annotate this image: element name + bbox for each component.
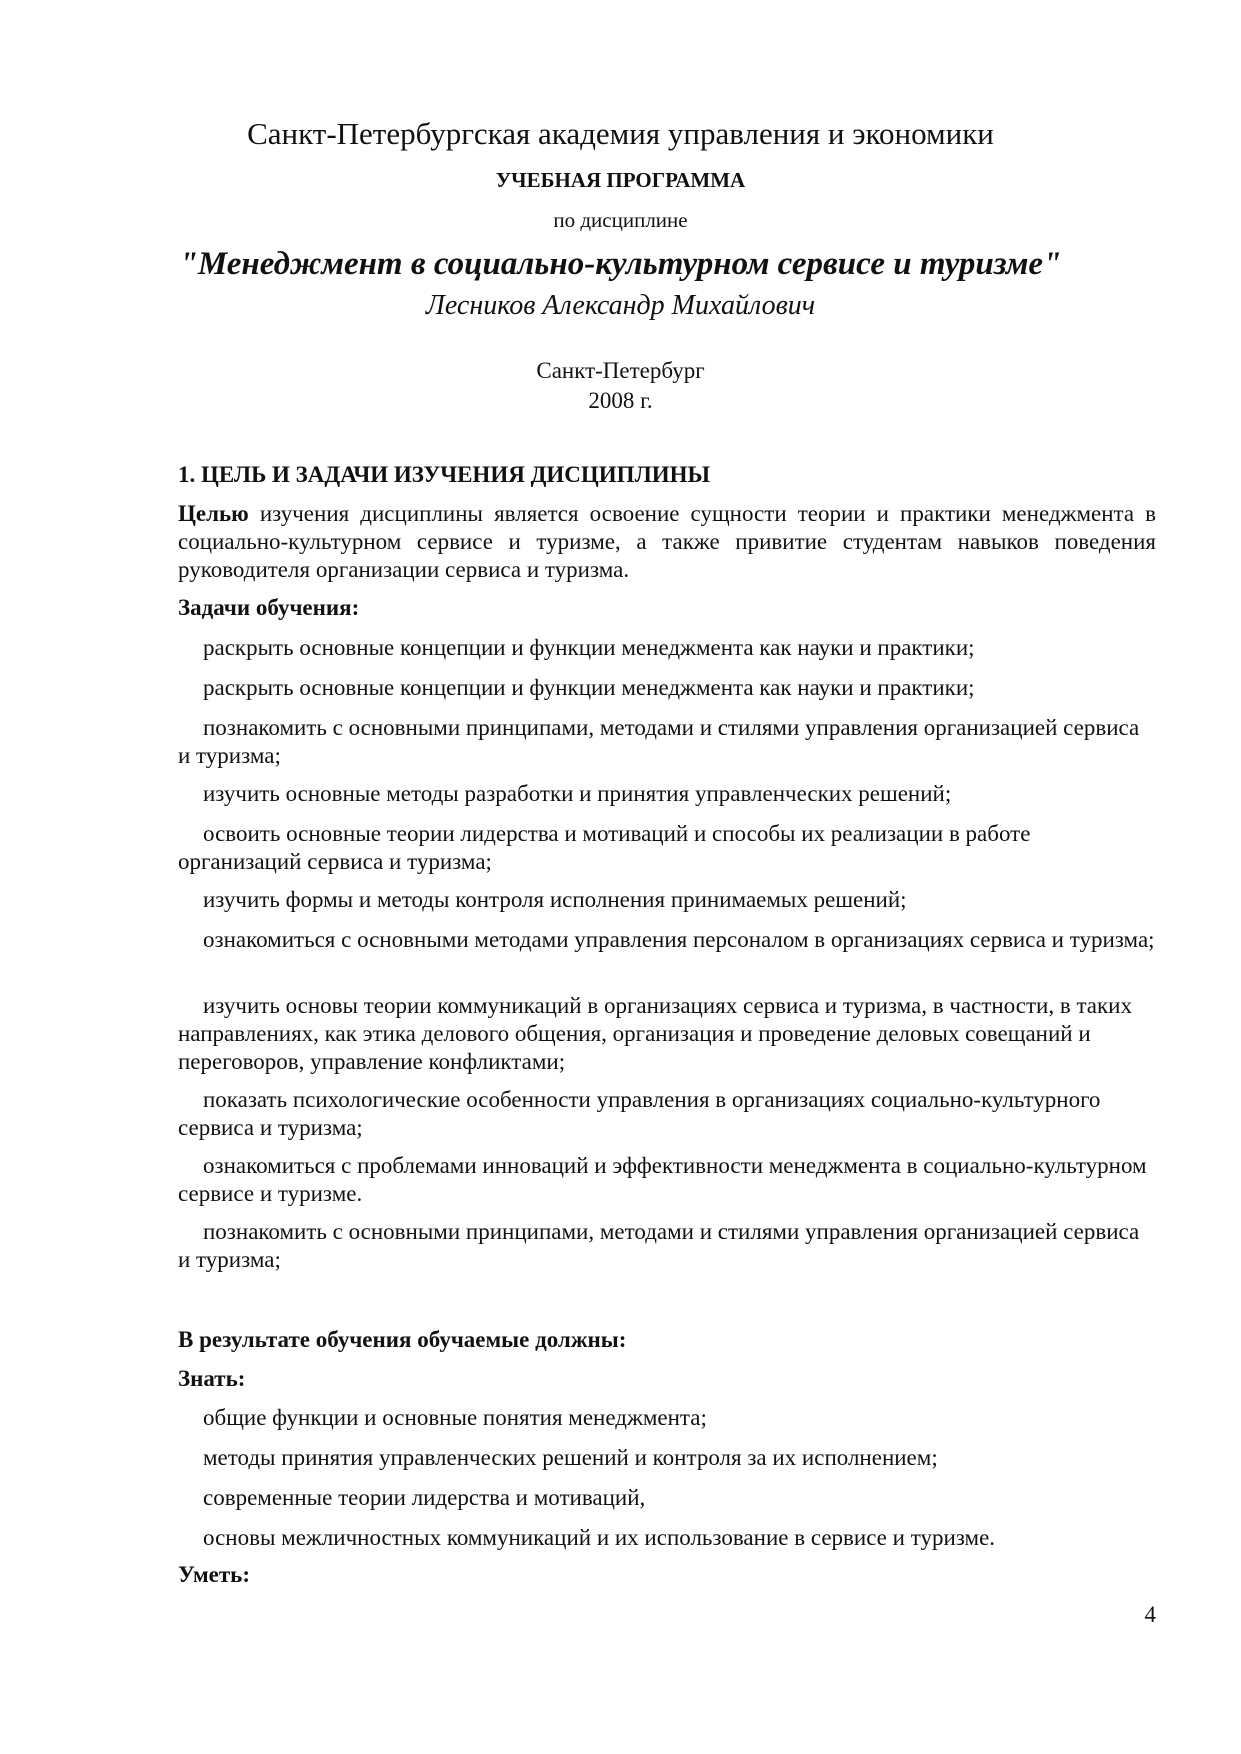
task-item: показать психологические особенности управления в организациях социально-культурного сервиса и туризма; <box>178 1087 1101 1140</box>
can-label: Уметь: <box>178 1562 250 1587</box>
document-type: УЧЕБНАЯ ПРОГРАММА <box>495 168 746 192</box>
tasks-label: Задачи обучения: <box>178 595 360 620</box>
results-label: В результате обучения обучаемые должны: <box>178 1327 627 1352</box>
task-item: раскрыть основные концепции и функции менеджмента как науки и практики; <box>203 635 975 660</box>
section-title: 1. ЦЕЛЬ И ЗАДАЧИ ИЗУЧЕНИЯ ДИСЦИПЛИНЫ <box>178 462 711 487</box>
year: 2008 г. <box>588 388 653 413</box>
institution-name: Санкт-Петербургская академия управления и экономики <box>247 116 994 151</box>
know-item: методы принятия управленческих решений и контроля за их исполнением; <box>203 1445 938 1470</box>
goal-text: изучения дисциплины является освоение сущности теории и практики менеджмента в социально-культурном сервисе и туризме, а также привитие студентам навыков поведения руководителя организации сервиса и туризма. <box>178 501 1156 582</box>
page-number: 4 <box>1144 1602 1156 1627</box>
know-item: основы межличностных коммуникаций и их использование в сервисе и туризме. <box>203 1525 996 1550</box>
know-label: Знать: <box>178 1366 246 1391</box>
task-item: освоить основные теории лидерства и мотиваций и способы их реализации в работе организаций сервиса и туризма; <box>178 821 1031 874</box>
know-item: современные теории лидерства и мотиваций, <box>203 1485 646 1510</box>
goal-paragraph <box>178 500 1156 584</box>
city: Санкт-Петербург <box>536 358 705 383</box>
task-item: познакомить с основными принципами, методами и стилями управления организацией сервиса и туризма; <box>178 1219 1140 1272</box>
task-item: изучить основы теории коммуникаций в организациях сервиса и туризма, в частности, в таких направлениях, как этика делового общения, организация и проведение деловых совещаний и переговоров, управление конфликтами; <box>178 993 1132 1074</box>
document-subtitle: по дисциплине <box>553 208 688 232</box>
task-item: познакомить с основными принципами, методами и стилями управления организацией сервиса и туризма; <box>178 715 1140 768</box>
task-item: изучить основные методы разработки и принятия управленческих решений; <box>203 781 952 806</box>
author-name: Лесников Александр Михайлович <box>425 290 816 321</box>
task-item: ознакомиться с основными методами управления персоналом в организациях сервиса и туризма; <box>203 927 1155 952</box>
task-item: изучить формы и методы контроля исполнения принимаемых решений; <box>203 887 907 912</box>
task-item: раскрыть основные концепции и функции менеджмента как науки и практики; <box>203 675 975 700</box>
task-item: ознакомиться с проблемами инноваций и эффективности менеджмента в социально-культурном сервисе и туризме. <box>178 1153 1147 1206</box>
goal-label: Целью <box>178 501 249 526</box>
know-item: общие функции и основные понятия менеджмента; <box>203 1405 707 1430</box>
discipline-title: "Менеджмент в социально-культурном сервисе и туризме" <box>179 246 1062 282</box>
